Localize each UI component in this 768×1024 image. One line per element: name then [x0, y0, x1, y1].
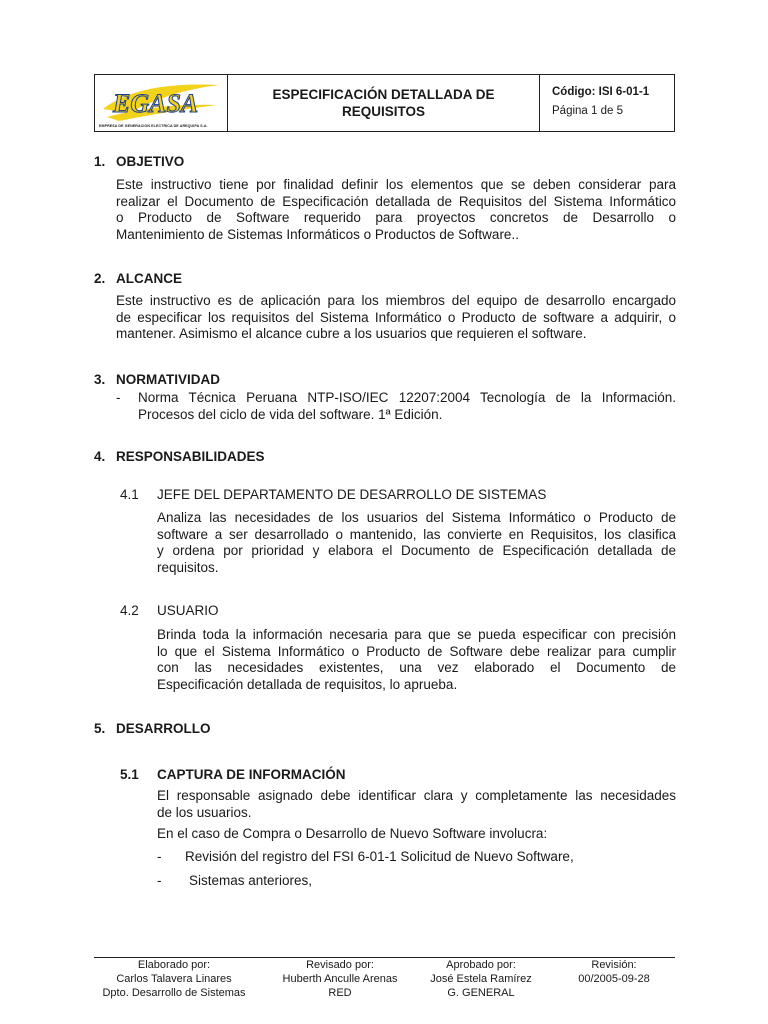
footer-reviewed-by	[262, 958, 418, 1000]
text-line: requisitos.	[157, 559, 219, 575]
subsection-4-1-body	[157, 510, 676, 576]
section-1-body	[116, 177, 676, 243]
subsection-4-2-number: 4.2	[120, 603, 139, 618]
text-line: Este instructivo es de aplicación para los miembros del equipo de desarrollo encargado	[116, 293, 676, 308]
text-line: Norma Técnica Peruana NTP-ISO/IEC 12207:2004 Tecnología de la Información.	[138, 390, 676, 405]
subsection-4-1-number: 4.1	[120, 487, 139, 502]
text-line: software a ser desarrollado o mantenido, las convierte en Requisitos, los clasifica	[157, 526, 676, 542]
section-3-title: NORMATIVIDAD	[116, 372, 220, 387]
text-line: de especificar los requisitos del Sistema Informático o Producto de software a adquirir, o	[116, 309, 676, 325]
list-dash: -	[157, 873, 162, 888]
text-line: realizar el Documento de Especificación detallada de Requisitos del Sistema Informático	[116, 193, 676, 209]
section-4-title: RESPONSABILIDADES	[116, 449, 265, 464]
page-number: Página 1 de 5	[552, 105, 623, 117]
text-line: con las necesidades existentes, una vez elaborado el Documento de	[157, 660, 676, 676]
text-line: Procesos del ciclo de vida del software. 1ª Edición.	[138, 406, 443, 422]
footer-prepared-by	[94, 958, 254, 1000]
subsection-5-1-title: CAPTURA DE INFORMACIÓN	[157, 767, 346, 782]
footer-approved-by	[412, 958, 550, 1000]
section-1-number: 1.	[94, 154, 106, 169]
text-line: Este instructivo tiene por finalidad definir los elementos que se deben considerar para	[116, 177, 676, 192]
company-logo	[99, 79, 223, 123]
section-1-title: OBJETIVO	[116, 154, 185, 169]
footer-dept: RED	[328, 987, 352, 999]
footer-name: Huberth Anculle Arenas	[282, 973, 398, 985]
section-5-title: DESARROLLO	[116, 721, 211, 736]
footer-date: 00/2005-09-28	[578, 973, 650, 985]
list-dash: -	[116, 390, 121, 405]
text-line: y ordena por prioridad y elabora el Documento de Especificación detallada de	[157, 543, 676, 559]
text-line: lo que el Sistema Informático o Producto de Software debe realizar para cumplir	[157, 643, 676, 659]
subsection-4-2-title: USUARIO	[157, 603, 219, 618]
document-title-line2: REQUISITOS	[341, 104, 425, 119]
footer-label: Revisado por:	[306, 959, 374, 971]
footer-label: Elaborado por:	[137, 959, 211, 971]
section-5-number: 5.	[94, 721, 106, 736]
text-line: El responsable asignado debe identificar clara y completamente las necesidades	[157, 788, 676, 803]
footer-name: José Estela Ramírez	[430, 973, 532, 985]
section-3-number: 3.	[94, 372, 106, 387]
footer-label: Aprobado por:	[446, 959, 516, 971]
document-title	[228, 75, 540, 131]
list-item: Sistemas anteriores,	[189, 873, 313, 888]
section-2-number: 2.	[94, 271, 106, 286]
section-2-body	[116, 293, 676, 343]
footer-revision	[562, 958, 666, 986]
subsection-5-1-body	[157, 788, 676, 821]
document-header	[94, 74, 675, 132]
text-line: mantener. Asimismo el alcance cubre a los usuarios que requieren el software.	[116, 326, 587, 342]
document-code: Código: ISI 6-01-1	[552, 86, 650, 98]
subsection-4-2-body	[157, 627, 676, 693]
subsection-4-1-title: JEFE DEL DEPARTAMENTO DE DESARROLLO DE SISTEMAS	[157, 487, 547, 502]
footer-name: Carlos Talavera Linares	[116, 973, 232, 985]
footer-dept: Dpto. Desarrollo de Sistemas	[102, 987, 246, 999]
logo-caption: EMPRESA DE GENERACION ELECTRICA DE AREQUIPA S.A.	[99, 124, 208, 128]
section-3-body	[138, 390, 676, 423]
logo-cell	[95, 75, 228, 131]
text-line: Analiza las necesidades de los usuarios del Sistema Informático o Producto de	[157, 510, 676, 525]
list-dash: -	[157, 849, 162, 864]
text-line: de los usuarios.	[157, 804, 252, 820]
list-item: Revisión del registro del FSI 6-01-1 Solicitud de Nuevo Software,	[185, 849, 574, 864]
text-line: Mantenimiento de Sistemas Informáticos o Productos de Software..	[116, 226, 519, 242]
subsection-5-1-number: 5.1	[120, 767, 139, 782]
logo-text: EGASA	[113, 89, 199, 118]
section-4-number: 4.	[94, 449, 106, 464]
footer-label: Revisión:	[591, 959, 637, 971]
text-line: o Producto de Software requerido para proyectos concretos de Desarrollo o	[116, 210, 676, 226]
code-cell	[540, 75, 674, 131]
section-2-title: ALCANCE	[116, 271, 182, 286]
text-line: Especificación detallada de requisitos, lo aprueba.	[157, 676, 458, 692]
document-title-line1: ESPECIFICACIÓN DETALLADA DE	[272, 87, 495, 102]
footer-dept: G. GENERAL	[447, 987, 515, 999]
text-line: Brinda toda la información necesaria para que se pueda especificar con precisión	[157, 627, 676, 642]
subsection-5-1-intro: En el caso de Compra o Desarrollo de Nuevo Software involucra:	[157, 826, 548, 841]
